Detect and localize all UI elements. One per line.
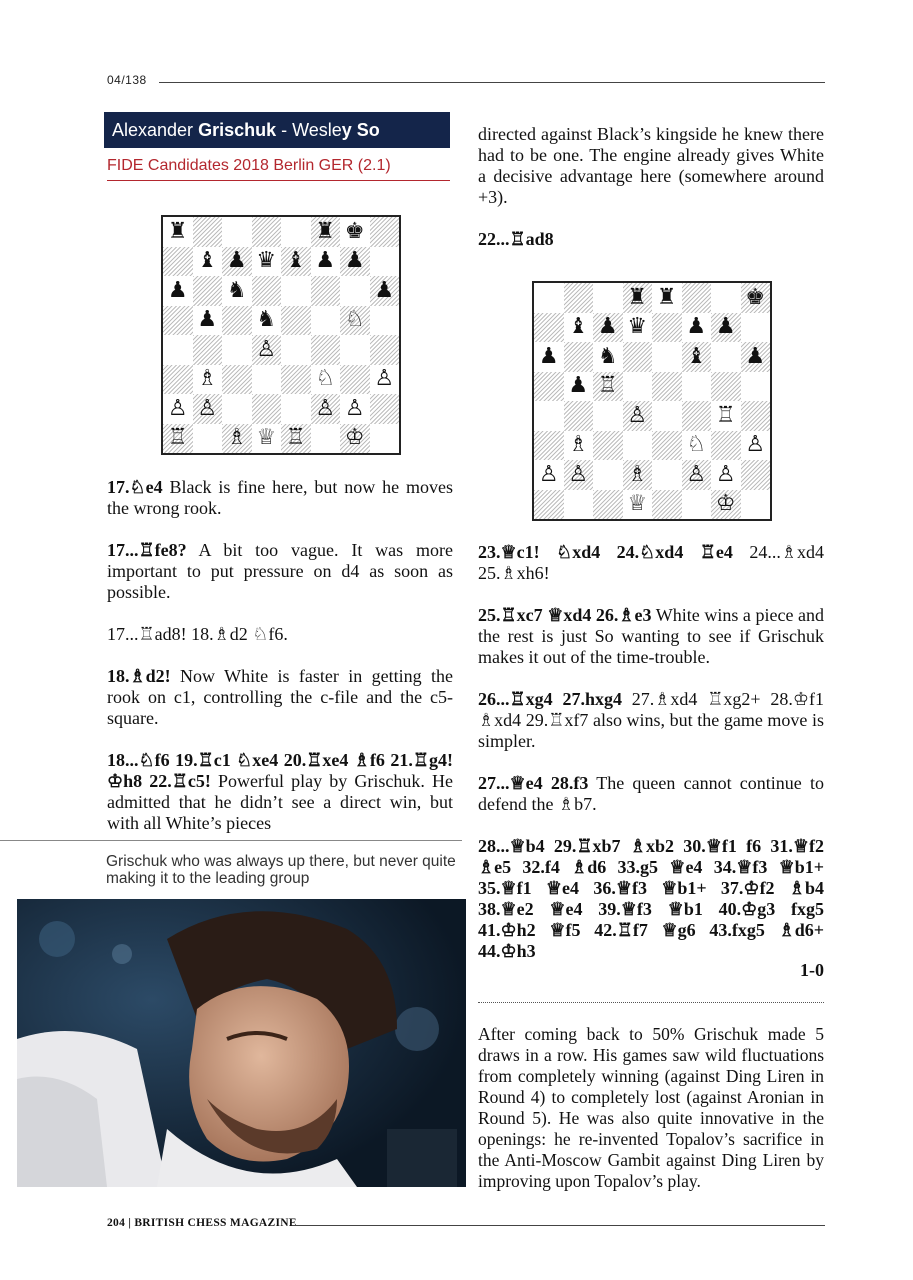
white-bishop-icon: ♗: [568, 432, 589, 458]
black-queen-icon: ♛: [627, 314, 648, 340]
title-separator: - Wesle: [276, 120, 342, 140]
comment-text: The queen cannot continue to defend the ♗b7.: [478, 773, 824, 814]
square-g2: [711, 460, 741, 490]
square-c8: [222, 217, 252, 247]
square-e5: [281, 306, 311, 336]
square-e8: [281, 217, 311, 247]
white-last-name: Grischuk: [198, 120, 277, 140]
square-a1: [163, 424, 193, 454]
square-h5: [741, 372, 771, 402]
square-g2: [340, 394, 370, 424]
square-f3: [682, 431, 712, 461]
white-rook-icon: ♖: [597, 373, 618, 399]
white-rook-icon: ♖: [285, 425, 306, 451]
comment-text: Now White is faster in getting the rook on c1, controlling the c-file and the c5-square.: [107, 666, 453, 728]
move-text: 18...♘f6 19.♖c1 ♘xe4 20.♖xe4 ♗f6 21.♖g4! ♔h8 22.♖c5!: [107, 750, 453, 791]
comment-text: 24...♗xd4 25.♗xh6!: [478, 542, 824, 583]
black-rook-icon: ♜: [627, 284, 648, 310]
photo-illustration: [17, 899, 466, 1187]
square-d1: [252, 424, 282, 454]
square-h3: [741, 431, 771, 461]
move-text: 17...♖fe8?: [107, 540, 187, 560]
square-b6: [193, 276, 223, 306]
square-d8: [252, 217, 282, 247]
square-c3: [222, 365, 252, 395]
game-title: [104, 112, 450, 148]
game-result: 1-0: [800, 960, 824, 980]
event-line: FIDE Candidates 2018 Berlin GER (2.1): [107, 154, 450, 181]
chess-board-1: [161, 215, 401, 455]
square-b1: [564, 490, 594, 520]
black-rook-icon: ♜: [656, 284, 677, 310]
square-b4: [193, 335, 223, 365]
square-h4: [741, 401, 771, 431]
black-pawn-icon: ♟: [374, 277, 395, 303]
square-g3: [340, 365, 370, 395]
square-a5: [163, 306, 193, 336]
white-queen-icon: ♕: [627, 491, 648, 517]
square-f6: [311, 276, 341, 306]
white-pawn-icon: ♙: [197, 395, 218, 421]
square-b3: [564, 431, 594, 461]
square-e3: [281, 365, 311, 395]
black-king-icon: ♚: [344, 218, 365, 244]
white-pawn-icon: ♙: [344, 395, 365, 421]
black-bishop-icon: ♝: [686, 343, 707, 369]
square-a1: [534, 490, 564, 520]
black-pawn-icon: ♟: [315, 248, 336, 274]
square-d2: [252, 394, 282, 424]
white-first-name: Alexander: [112, 120, 199, 140]
square-h6: [370, 276, 400, 306]
square-d5: [623, 372, 653, 402]
square-g8: [340, 217, 370, 247]
square-f1: [311, 424, 341, 454]
square-c7: [222, 247, 252, 277]
dotted-rule: [478, 1002, 824, 1003]
square-f6: [682, 342, 712, 372]
square-c6: [222, 276, 252, 306]
square-f3: [311, 365, 341, 395]
paragraph-26-rxg4: [478, 689, 824, 752]
page-header: [107, 72, 825, 92]
black-bishop-icon: ♝: [568, 314, 589, 340]
square-a6: [163, 276, 193, 306]
square-a7: [534, 313, 564, 343]
black-rook-icon: ♜: [167, 218, 188, 244]
black-rook-icon: ♜: [315, 218, 336, 244]
square-a2: [534, 460, 564, 490]
square-a7: [163, 247, 193, 277]
square-h4: [370, 335, 400, 365]
paragraph-continuation: directed against Black’s kingside he knew there had to be one. The engine already gives White a decisive advantage here (somewhere around +3).: [478, 124, 824, 207]
square-e4: [281, 335, 311, 365]
comment-text: Black is fine here, but now he moves the wrong rook.: [107, 477, 453, 518]
white-bishop-icon: ♗: [197, 366, 218, 392]
black-pawn-icon: ♟: [538, 343, 559, 369]
square-h5: [370, 306, 400, 336]
white-rook-icon: ♖: [167, 425, 188, 451]
square-g5: [340, 306, 370, 336]
caption-rule: [0, 840, 462, 841]
paragraph-17-rfe8: [107, 540, 453, 603]
paragraph-18-bd2: [107, 666, 453, 729]
square-b7: [193, 247, 223, 277]
white-king-icon: ♔: [344, 425, 365, 451]
square-d4: [252, 335, 282, 365]
paragraph-25-rxc7: [478, 605, 824, 668]
square-h8: [741, 283, 771, 313]
square-g6: [340, 276, 370, 306]
white-pawn-icon: ♙: [686, 461, 707, 487]
square-g6: [711, 342, 741, 372]
black-bishop-icon: ♝: [197, 248, 218, 274]
move-text: 28...♕b4 29.♖xb7 ♗xb2 30.♕f1 f6 31.♕f2 ♗e5 32.f4 ♗d6 33.g5 ♕e4 34.♕f3 ♕b1+ 35.♕f1 ♕e4 36.♕f3 ♕b1+ 37.♔f2 ♗b4 38.♕e2 ♕e4 39.♕f3 ♕b1 40.♔g3 fxg5 41.♔h2 ♕f5 42.♖f7 ♕g6 43.fxg5 ♗d6+ 44.♔h3: [478, 836, 824, 961]
square-h7: [370, 247, 400, 277]
comment-text: Powerful play by Grischuk. He admitted that he didn’t see a direct win, but with all White’s pieces: [107, 771, 453, 833]
square-e7: [281, 247, 311, 277]
paragraph-27-qe4: [478, 773, 824, 815]
square-c1: [222, 424, 252, 454]
paragraph-17-ne4: [107, 477, 453, 519]
square-d7: [623, 313, 653, 343]
footer-text: 204 | BRITISH CHESS MAGAZINE: [107, 1217, 297, 1229]
white-pawn-icon: ♙: [167, 395, 188, 421]
square-b8: [564, 283, 594, 313]
square-d6: [623, 342, 653, 372]
black-pawn-icon: ♟: [715, 314, 736, 340]
white-knight-icon: ♘: [315, 366, 336, 392]
square-f2: [311, 394, 341, 424]
white-bishop-icon: ♗: [226, 425, 247, 451]
black-pawn-icon: ♟: [197, 307, 218, 333]
square-d4: [623, 401, 653, 431]
white-pawn-icon: ♙: [374, 366, 395, 392]
square-h8: [370, 217, 400, 247]
square-b7: [564, 313, 594, 343]
square-c4: [593, 401, 623, 431]
black-king-icon: ♚: [745, 284, 766, 310]
square-c1: [593, 490, 623, 520]
square-c3: [593, 431, 623, 461]
white-pawn-icon: ♙: [538, 461, 559, 487]
black-pawn-icon: ♟: [344, 248, 365, 274]
photo-caption: Grischuk who was always up there, but never quite making it to the leading group: [106, 853, 456, 887]
square-e6: [281, 276, 311, 306]
square-h2: [741, 460, 771, 490]
white-pawn-icon: ♙: [715, 461, 736, 487]
square-h7: [741, 313, 771, 343]
move-text: 22...♖ad8: [478, 229, 554, 249]
square-b8: [193, 217, 223, 247]
square-a3: [534, 431, 564, 461]
black-pawn-icon: ♟: [167, 277, 188, 303]
black-bishop-icon: ♝: [285, 248, 306, 274]
square-h2: [370, 394, 400, 424]
square-d5: [252, 306, 282, 336]
square-f5: [311, 306, 341, 336]
square-g8: [711, 283, 741, 313]
square-e5: [652, 372, 682, 402]
comment-text: White wins a piece and the rest is just So wanting to see if Grischuk makes it out of the time-trouble.: [478, 605, 825, 667]
paragraph-17-rad8-line: 17...♖ad8! 18.♗d2 ♘f6.: [107, 624, 288, 644]
square-a4: [163, 335, 193, 365]
square-d3: [252, 365, 282, 395]
square-a8: [534, 283, 564, 313]
square-f4: [682, 401, 712, 431]
move-text: 17.♘e4: [107, 477, 163, 497]
move-text: 25.♖xc7 ♕xd4 26.♗e3: [478, 605, 652, 625]
square-f7: [311, 247, 341, 277]
white-rook-icon: ♖: [715, 402, 736, 428]
page-counter: 04/138: [107, 73, 147, 87]
square-f7: [682, 313, 712, 343]
move-text: 27...♕e4 28.f3: [478, 773, 589, 793]
square-c6: [593, 342, 623, 372]
white-queen-icon: ♕: [256, 425, 277, 451]
square-c5: [593, 372, 623, 402]
square-h3: [370, 365, 400, 395]
square-g4: [340, 335, 370, 365]
square-g3: [711, 431, 741, 461]
square-d1: [623, 490, 653, 520]
square-e8: [652, 283, 682, 313]
square-g4: [711, 401, 741, 431]
comment-text: 27.♗xd4 ♖xg2+ 28.♔f1 ♗xd4 29.♖xf7 also wins, but the game move is simpler.: [478, 689, 824, 751]
square-f5: [682, 372, 712, 402]
square-e7: [652, 313, 682, 343]
square-d3: [623, 431, 653, 461]
square-a6: [534, 342, 564, 372]
square-b3: [193, 365, 223, 395]
grischuk-photo: [17, 899, 466, 1187]
white-pawn-icon: ♙: [315, 395, 336, 421]
square-d6: [252, 276, 282, 306]
square-b6: [564, 342, 594, 372]
square-b5: [193, 306, 223, 336]
square-h1: [741, 490, 771, 520]
black-last-name: So: [356, 120, 380, 140]
black-knight-icon: ♞: [256, 307, 277, 333]
white-bishop-icon: ♗: [627, 461, 648, 487]
square-f8: [682, 283, 712, 313]
square-f8: [311, 217, 341, 247]
square-e4: [652, 401, 682, 431]
square-b5: [564, 372, 594, 402]
black-pawn-icon: ♟: [745, 343, 766, 369]
square-d7: [252, 247, 282, 277]
comment-text: A bit too vague. It was more important to put pressure on d4 as soon as possible.: [107, 540, 453, 602]
white-pawn-icon: ♙: [568, 461, 589, 487]
black-pawn-icon: ♟: [226, 248, 247, 274]
square-a4: [534, 401, 564, 431]
square-a2: [163, 394, 193, 424]
white-king-icon: ♔: [715, 491, 736, 517]
square-c5: [222, 306, 252, 336]
square-h6: [741, 342, 771, 372]
square-b2: [564, 460, 594, 490]
square-a3: [163, 365, 193, 395]
white-pawn-icon: ♙: [256, 336, 277, 362]
black-pawn-icon: ♟: [597, 314, 618, 340]
black-pawn-icon: ♟: [568, 373, 589, 399]
chess-board-2: [532, 281, 772, 521]
paragraph-22-rad8: [478, 229, 824, 250]
white-knight-icon: ♘: [686, 432, 707, 458]
square-c4: [222, 335, 252, 365]
square-g1: [340, 424, 370, 454]
square-f4: [311, 335, 341, 365]
black-pawn-icon: ♟: [686, 314, 707, 340]
footer-rule: [292, 1225, 825, 1226]
square-e1: [281, 424, 311, 454]
black-queen-icon: ♛: [256, 248, 277, 274]
page-footer: [107, 1217, 825, 1233]
black-knight-icon: ♞: [597, 343, 618, 369]
paragraph-28-qb4: [478, 836, 824, 962]
white-knight-icon: ♘: [344, 307, 365, 333]
square-e2: [652, 460, 682, 490]
square-g7: [340, 247, 370, 277]
black-name-fragment: y: [341, 120, 357, 140]
square-e6: [652, 342, 682, 372]
square-e3: [652, 431, 682, 461]
black-knight-icon: ♞: [226, 277, 247, 303]
square-e1: [652, 490, 682, 520]
square-f2: [682, 460, 712, 490]
paragraph-summary: After coming back to 50% Grischuk made 5 draws in a row. His games saw wild fluctuations from completely winning (against Ding Liren in Round 4) to completely lost (against Aronian in Round 5). He was also quite innovative in the openings: he re-invented Topalov’s sacrifice in the Anti-Moscow Gambit against Ding Liren by improving upon Topalov’s play.: [478, 1024, 824, 1191]
square-c2: [593, 460, 623, 490]
move-text: 23.♕c1! ♘xd4 24.♘xd4 ♖e4: [478, 542, 733, 562]
paragraph-18-nf6: [107, 750, 453, 834]
header-rule: [159, 82, 825, 83]
square-g1: [711, 490, 741, 520]
square-h1: [370, 424, 400, 454]
square-c2: [222, 394, 252, 424]
move-text: 18.♗d2!: [107, 666, 171, 686]
square-e2: [281, 394, 311, 424]
square-b1: [193, 424, 223, 454]
square-d2: [623, 460, 653, 490]
square-a5: [534, 372, 564, 402]
square-f1: [682, 490, 712, 520]
white-pawn-icon: ♙: [745, 432, 766, 458]
move-text: 26...♖xg4 27.hxg4: [478, 689, 622, 709]
square-c8: [593, 283, 623, 313]
square-b4: [564, 401, 594, 431]
paragraph-23-qc1: [478, 542, 824, 584]
square-d8: [623, 283, 653, 313]
square-g5: [711, 372, 741, 402]
square-b2: [193, 394, 223, 424]
square-c7: [593, 313, 623, 343]
square-g7: [711, 313, 741, 343]
white-pawn-icon: ♙: [627, 402, 648, 428]
square-a8: [163, 217, 193, 247]
